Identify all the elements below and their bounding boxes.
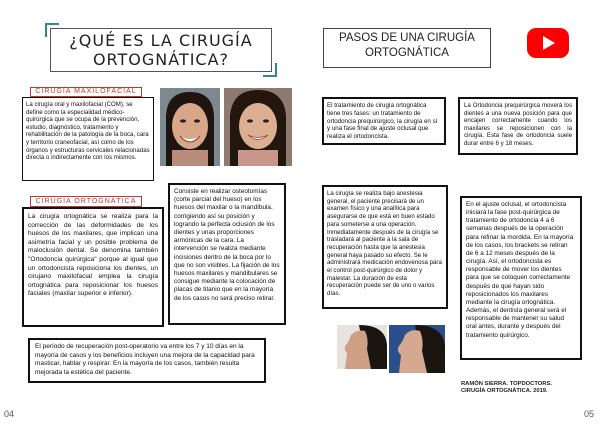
photo-after bbox=[224, 88, 292, 166]
profile-after-image bbox=[389, 325, 445, 373]
text-block-consiste bbox=[168, 183, 286, 325]
text-block-maxilofacial bbox=[22, 97, 154, 181]
paragraph-anestesia: La cirugía se realiza bajo anestesia general, el paciente precisará de un examen físico y una analítica para asegurarse de que está en buen estado para someterse a una operación. Inmediatamente después de la cirugía se trasladará al paciente a la sala de recuperación hasta que la anestesia general haya pasado su efecto. Se le administrará medicación endovenosa para el control post-quirúrgico de dolor y malestar. La duración de esta recuperación puede ser de uno o varios días. bbox=[327, 190, 442, 298]
text-block-ortodoncia-pre bbox=[458, 97, 578, 155]
paragraph-consiste: Consiste en realizar osteotomías (corte parcial del hueso) en los huesos del maxilar o la mandíbula, corrigiendo así su posición y logrando la perfecta oclusión de los dientes y unas proporciones armónicas de la cara. La intervención se realiza mediante incisiones dentro de la boca por lo que no son visibles. La fijación de los huesos maxilares y mandibulares se consigue mediante la colocación de placas de titanio que en la mayoría de los casos no será preciso retirar. bbox=[174, 188, 280, 302]
text-block-anestesia bbox=[322, 185, 448, 309]
title-frame-right bbox=[323, 28, 491, 68]
play-icon bbox=[527, 28, 569, 58]
page-title-left: ¿QUÉ ES LA CIRUGÍA ORTOGNÁTICA? bbox=[69, 31, 253, 69]
profile-before-image bbox=[337, 325, 387, 369]
title-frame-left bbox=[50, 28, 272, 72]
page-number-left: 04 bbox=[4, 409, 15, 419]
text-block-tratamiento bbox=[322, 97, 446, 145]
section-label-maxilofacial: CIRUGÍA MAXILOFACIAL bbox=[30, 87, 142, 97]
citation: RAMÓN SIERRA. TOPDOCTORS. CIRUGÍA ORTOGNÁTICA. 2019. bbox=[461, 381, 552, 395]
text-block-ortognatica bbox=[22, 207, 164, 327]
text-block-ajuste bbox=[460, 196, 582, 360]
paragraph-tratamiento: El tratamiento de cirugía ortognática tiene tres fases: un tratamiento de ortodoncia prequirúrgico, la cirugía en sí y una fase final de ajuste oclusal que realiza el ortodoncista. bbox=[327, 102, 438, 141]
photo-profile-after bbox=[389, 325, 445, 373]
paragraph-ortognatica: La cirugía ortognática se realiza para la corrección de las deformidades de los huesos de los maxilares, que implican una asimetría facial y un posible problema de maloclusión dental. Se denomina también "Ortodoncia quirúrgica" porque al igual que un ortodoncista reposiciona los dientes, un cirujano maxilofacial emplea la cirugía ortognática para reposicionar los huesos faciales (maxilar superior e inferior). bbox=[28, 213, 158, 298]
page-number-right: 05 bbox=[584, 409, 595, 419]
youtube-icon[interactable] bbox=[527, 28, 569, 58]
section-label-ortognatica: CIRUGÍA ORTOGNÁTICA bbox=[30, 196, 142, 207]
page-title-right: PASOS DE UNA CIRUGÍA ORTOGNÁTICA bbox=[339, 32, 475, 59]
patient-before-image bbox=[160, 88, 220, 166]
text-block-recuperacion bbox=[28, 338, 266, 383]
patient-after-image bbox=[224, 88, 292, 166]
photo-profile-before bbox=[337, 325, 387, 369]
paragraph-maxilofacial: La cirugía oral y maxilofacial (COM), se define como la especialidad médico-quirúrgica que se ocupa de la prevención, estudio, diagnóstico, tratamiento y rehabilitación de la patología de la boca, cara y territorio craneofacial, así como de los órganos y estructuras cervicales relacionadas directa o indirectamente con los mismos. bbox=[26, 101, 150, 162]
paragraph-ortodoncia-pre: La Ortodoncia prequirúrgica moverá los dientes a una nueva posición para que encajen correctamente cuando los maxilares se reposicionen con la cirugía. Esta fase de ortodoncia suele durar entre 6 y 18 meses. bbox=[464, 102, 572, 147]
photo-before bbox=[160, 88, 220, 166]
paragraph-ajuste: En el ajuste oclusal, el ortodoncista iniciará la fase post-quirúrgica de tratamiento de ortodoncia 4 a 6 semanas después de la operación para refinar la mordida. En la mayoría de los casos, los brackets se retiran de 6 a 12 meses después de la cirugía. Así, el ortodoncista es responsable de mover los dientes para que se coloquen correctamente después de que hayan sido reposicionados los maxilares mediante la cirugía ortognática. Además, el dentista general será el responsable de mantener su salud oral antes, durante y después del tratamiento quirúrgico. bbox=[466, 201, 574, 339]
paragraph-recuperacion: El período de recuperación post-operatorio va entre los 7 y 10 días en la mayoría de casos y los beneficios incluyen una mejora de la capacidad para masticar, hablar y respirar. En la mayoría de los casos, también resulta mejorada la estética del paciente. bbox=[35, 343, 255, 376]
